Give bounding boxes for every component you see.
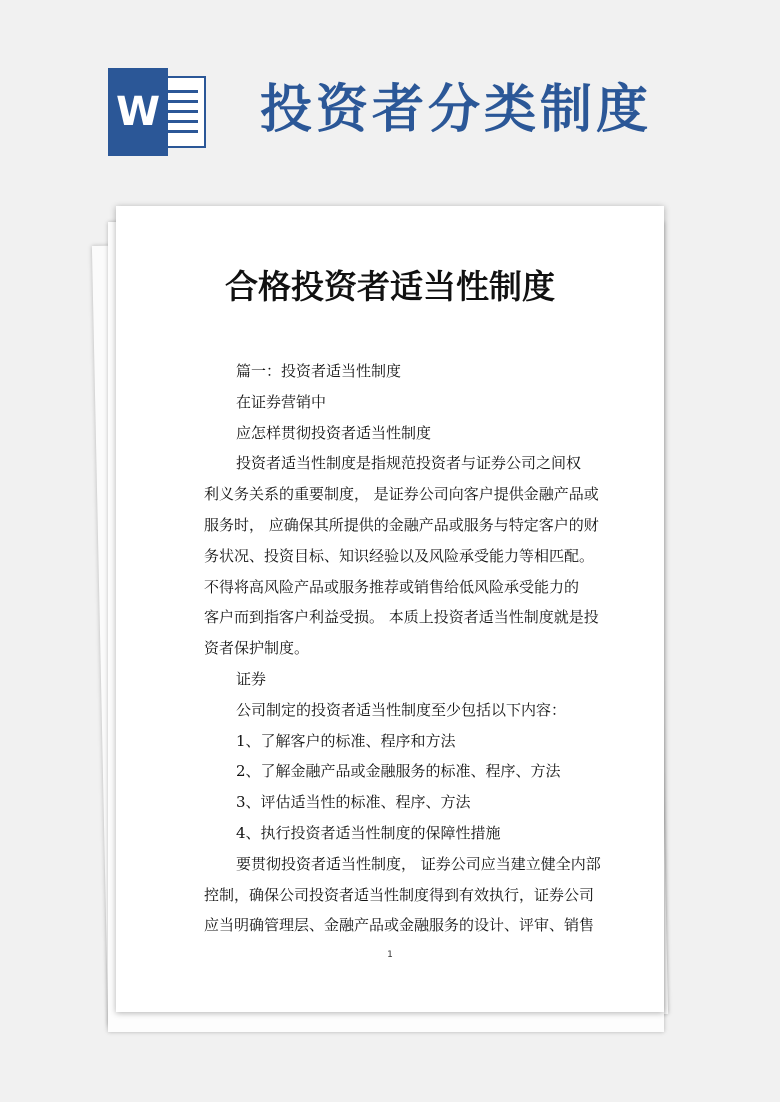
document-title: 合格投资者适当性制度 — [225, 267, 555, 306]
paragraph-line: 应当明确管理层、金融产品或金融服务的设计、评审、销售 — [204, 916, 595, 935]
document-page — [116, 206, 664, 1012]
page-number: 1 — [387, 950, 393, 960]
paragraph-line: 1、了解客户的标准、程序和方法 — [236, 731, 456, 750]
paragraph-line: 不得将高风险产品或服务推荐或销售给低风险承受能力的 — [204, 577, 580, 596]
paragraph-line: 利义务关系的重要制度， 是证券公司向客户提供金融产品或 — [204, 485, 599, 504]
header — [0, 0, 780, 190]
paragraph-line: 篇一：投资者适当性制度 — [236, 362, 402, 380]
paragraph-line: 2、了解金融产品或金融服务的标准、程序、方法 — [236, 762, 561, 781]
paragraph-line: 应怎样贯彻投资者适当性制度 — [236, 423, 432, 442]
paragraph-line: 控制，确保公司投资者适当性制度得到有效执行，证券公司 — [204, 885, 595, 904]
paragraph-line: 务状况、投资目标、知识经验以及风险承受能力等相匹配。 — [204, 546, 595, 565]
header-title: 投资者分类制度 — [260, 80, 653, 140]
document-body — [204, 356, 604, 941]
paragraph-line: 在证券营销中 — [236, 392, 327, 411]
paragraph-line: 投资者适当性制度是指规范投资者与证券公司之间权 — [236, 454, 582, 473]
paragraph-line: 公司制定的投资者适当性制度至少包括以下内容： — [236, 700, 567, 719]
paragraph-line: 4、执行投资者适当性制度的保障性措施 — [236, 823, 501, 842]
paragraph-line: 服务时， 应确保其所提供的金融产品或服务与特定客户的财 — [204, 515, 599, 534]
paragraph-line: 资者保护制度。 — [204, 639, 310, 658]
word-logo-letter: W — [108, 68, 168, 156]
word-icon — [108, 68, 208, 156]
paragraph-line: 证券 — [236, 669, 267, 688]
paragraph-line: 3、评估适当性的标准、程序、方法 — [236, 793, 471, 812]
paragraph-line: 要贯彻投资者适当性制度， 证券公司应当建立健全内部 — [236, 854, 601, 873]
paragraph-line: 客户而到指客户利益受损。 本质上投资者适当性制度就是投 — [204, 608, 599, 627]
